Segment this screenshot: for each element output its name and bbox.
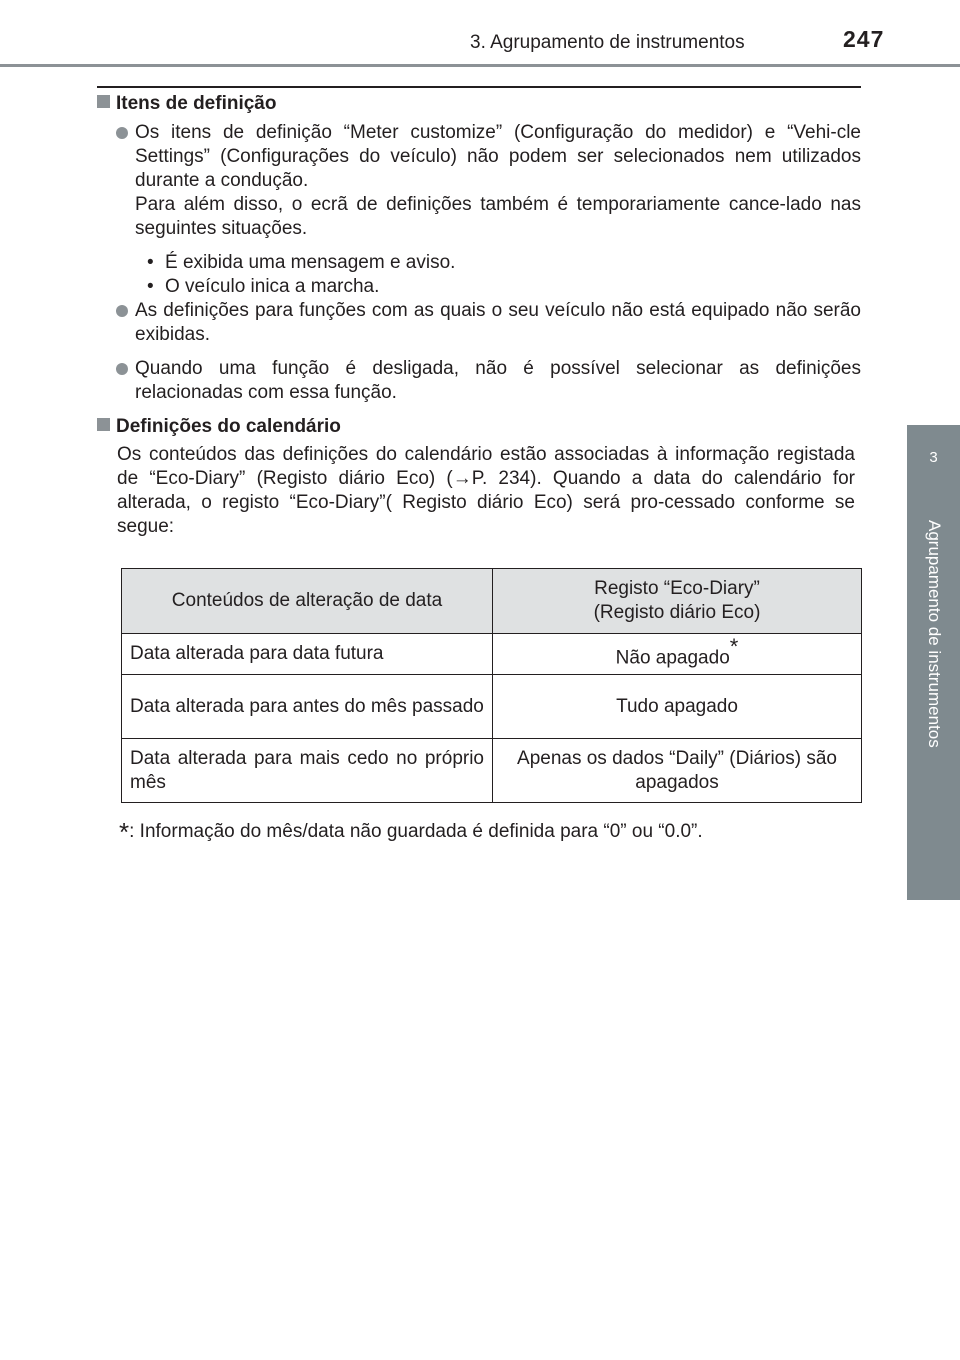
section-rule — [97, 86, 861, 88]
table-cell: Tudo apagado — [493, 675, 862, 739]
table-row — [122, 634, 862, 675]
header-rule — [0, 64, 960, 67]
table-row — [122, 739, 862, 803]
footnote-asterisk: * — [119, 817, 130, 847]
table-cell: Não apagado* — [493, 634, 862, 675]
calendar-table — [121, 568, 862, 803]
table-cell: Data alterada para antes do mês passado — [122, 675, 493, 739]
asterisk-marker: * — [729, 634, 739, 660]
bullet-item — [97, 357, 861, 405]
footnote — [119, 813, 703, 847]
sub-list-item: • É exibida uma mensagem e aviso. — [147, 252, 456, 273]
bullet-text-cont: Para além disso, o ecrã de definições também é temporariamente cance-lado nas seguintes situações. — [135, 194, 861, 239]
chapter-label: Agrupamento de instrumentos — [925, 520, 944, 748]
section-heading-itens: Itens de definição — [97, 92, 861, 116]
table-cell: Data alterada para data futura — [122, 634, 493, 675]
footnote-text: : Informação do mês/data não guardada é definida para “0” ou “0.0”. — [129, 821, 703, 842]
table-header-cell: Conteúdos de alteração de data — [122, 569, 493, 634]
table-cell: Apenas os dados “Daily” (Diários) são apagados — [493, 739, 862, 803]
bullet-text: Quando uma função é desligada, não é possível selecionar as definições relacionadas com essa função. — [135, 358, 861, 403]
page-number: 247 — [843, 26, 885, 52]
chapter-side-tab — [907, 425, 960, 900]
body-paragraph: Os conteúdos das definições do calendário estão associadas à informação registada de “Eco-Diary” (Registo diário Eco) (→P. 234). Quando a data do calendário for alterada, o registo “Eco-Diary”( Registo diário Eco) será pro-cessado conforme se segue: — [117, 444, 855, 537]
bullet-text: Os itens de definição “Meter customize” (Configuração do medidor) e “Vehi-cle Settings” (Configurações do veículo) não podem ser selecionados nem utilizados durante a condução. — [135, 122, 861, 191]
circle-bullet-icon — [116, 363, 128, 375]
section-heading-calendario: Definições do calendário — [97, 415, 861, 439]
table-row — [122, 675, 862, 739]
circle-bullet-icon — [116, 127, 128, 139]
bullet-item — [97, 299, 861, 347]
sub-list-item: • O veículo inica a marcha. — [147, 276, 380, 297]
chapter-number: 3 — [929, 449, 938, 466]
table-cell: Data alterada para mais cedo no próprio mês — [122, 739, 493, 803]
running-header-title: 3. Agrupamento de instrumentos — [470, 32, 745, 53]
main-content — [97, 92, 861, 539]
bullet-item — [97, 121, 861, 299]
table-header-cell: Registo “Eco-Diary” (Registo diário Eco) — [493, 569, 862, 634]
square-bullet-icon — [97, 95, 110, 108]
square-bullet-icon — [97, 418, 110, 431]
circle-bullet-icon — [116, 305, 128, 317]
table-header-row — [122, 569, 862, 634]
bullet-text: As definições para funções com as quais o seu veículo não está equipado não serão exibidas. — [135, 300, 861, 345]
